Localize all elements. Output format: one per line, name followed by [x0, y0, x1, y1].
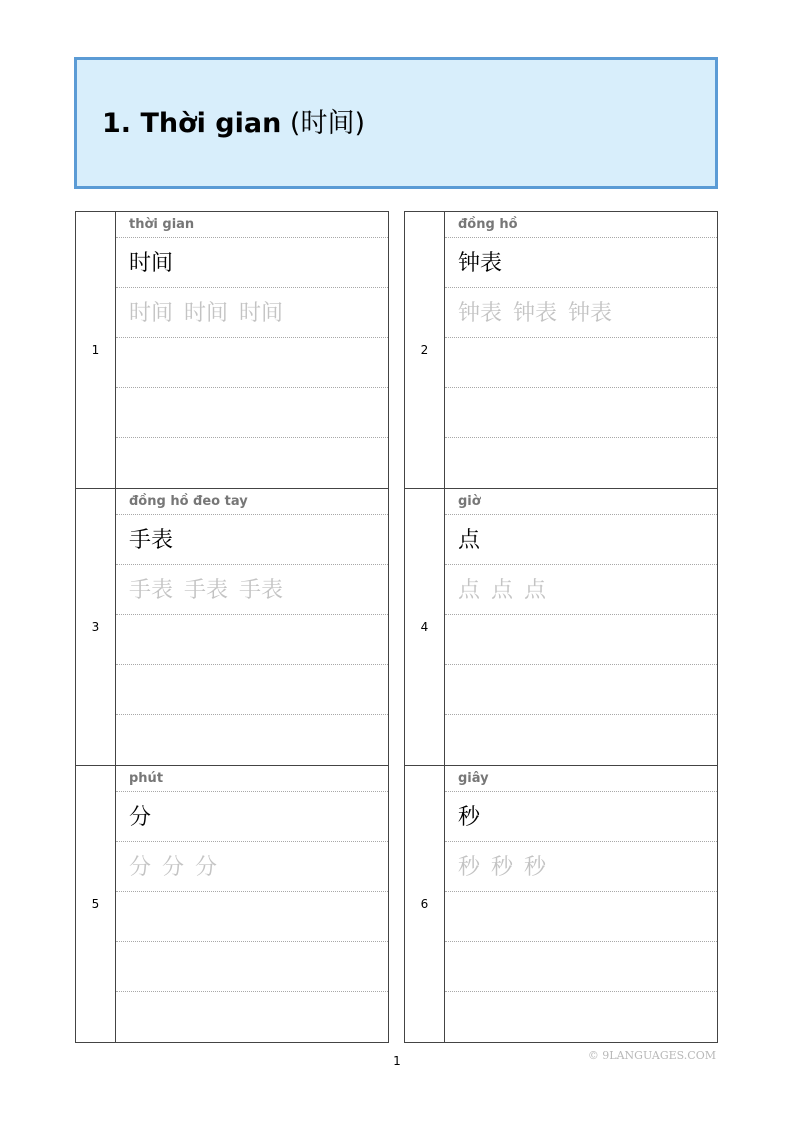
card-number-column [405, 212, 445, 488]
pronunciation-row [116, 489, 388, 515]
chinese-word: 点 [458, 528, 481, 553]
trace-row [116, 842, 388, 892]
trace-word: 钟表 钟表 钟表 [458, 301, 612, 326]
title-box [74, 57, 718, 189]
word-row [116, 792, 388, 842]
title-main: 1. Thời gian [102, 108, 282, 139]
pronunciation-row [116, 766, 388, 792]
chinese-word: 手表 [129, 528, 174, 553]
card-number-column [405, 489, 445, 765]
practice-row [116, 338, 388, 388]
chinese-word: 秒 [458, 805, 481, 830]
card-number-column [405, 766, 445, 1042]
trace-word: 分 分 分 [129, 855, 217, 880]
practice-row [445, 715, 717, 764]
trace-row [445, 565, 717, 615]
trace-word: 时间 时间 时间 [129, 301, 283, 326]
word-row [116, 238, 388, 288]
card-number: 1 [91, 343, 100, 357]
card-rows [445, 489, 717, 765]
practice-row [445, 992, 717, 1041]
practice-row [445, 942, 717, 992]
card-number-column [76, 489, 116, 765]
practice-row [445, 665, 717, 715]
vocab-card-1 [75, 211, 389, 488]
trace-word: 秒 秒 秒 [458, 855, 546, 880]
vocab-card-4 [404, 488, 718, 765]
card-number: 2 [420, 343, 429, 357]
trace-row [445, 288, 717, 338]
practice-row [116, 438, 388, 487]
card-number: 4 [420, 620, 429, 634]
vocab-card-5 [75, 765, 389, 1043]
practice-row [445, 615, 717, 665]
practice-row [445, 438, 717, 487]
word-row [445, 515, 717, 565]
card-rows [116, 489, 388, 765]
practice-row [445, 892, 717, 942]
card-number: 5 [91, 897, 100, 911]
vocab-card-6 [404, 765, 718, 1043]
page-title [102, 106, 365, 142]
pronunciation-row [445, 766, 717, 792]
pronunciation: đồng hồ đeo tay [129, 494, 248, 509]
practice-row [116, 615, 388, 665]
card-rows [116, 212, 388, 488]
practice-row [116, 715, 388, 764]
card-number-column [76, 766, 116, 1042]
pronunciation: phút [129, 771, 164, 786]
title-chinese: (时间) [289, 108, 365, 139]
pronunciation: đồng hồ [458, 217, 518, 232]
card-rows [445, 766, 717, 1042]
card-number: 3 [91, 620, 100, 634]
card-rows [116, 766, 388, 1042]
trace-word: 手表 手表 手表 [129, 578, 283, 603]
practice-row [116, 992, 388, 1041]
vocab-card-2 [404, 211, 718, 488]
chinese-word: 时间 [129, 251, 174, 276]
pronunciation-row [116, 212, 388, 238]
trace-word: 点 点 点 [458, 578, 546, 603]
word-row [116, 515, 388, 565]
pronunciation-row [445, 489, 717, 515]
chinese-word: 分 [129, 805, 152, 830]
pronunciation: giây [458, 771, 489, 786]
trace-row [445, 842, 717, 892]
practice-row [116, 388, 388, 438]
page-number: 1 [393, 1054, 401, 1068]
pronunciation: giờ [458, 494, 481, 509]
card-rows [445, 212, 717, 488]
trace-row [116, 288, 388, 338]
trace-row [116, 565, 388, 615]
vocab-card-3 [75, 488, 389, 765]
copyright-notice: © 9LANGUAGES.COM [587, 1049, 716, 1062]
practice-row [445, 388, 717, 438]
practice-row [445, 338, 717, 388]
practice-row [116, 942, 388, 992]
pronunciation-row [445, 212, 717, 238]
pronunciation: thời gian [129, 217, 195, 232]
chinese-word: 钟表 [458, 251, 503, 276]
word-row [445, 238, 717, 288]
word-row [445, 792, 717, 842]
practice-row [116, 892, 388, 942]
practice-row [116, 665, 388, 715]
card-number: 6 [420, 897, 429, 911]
card-number-column [76, 212, 116, 488]
